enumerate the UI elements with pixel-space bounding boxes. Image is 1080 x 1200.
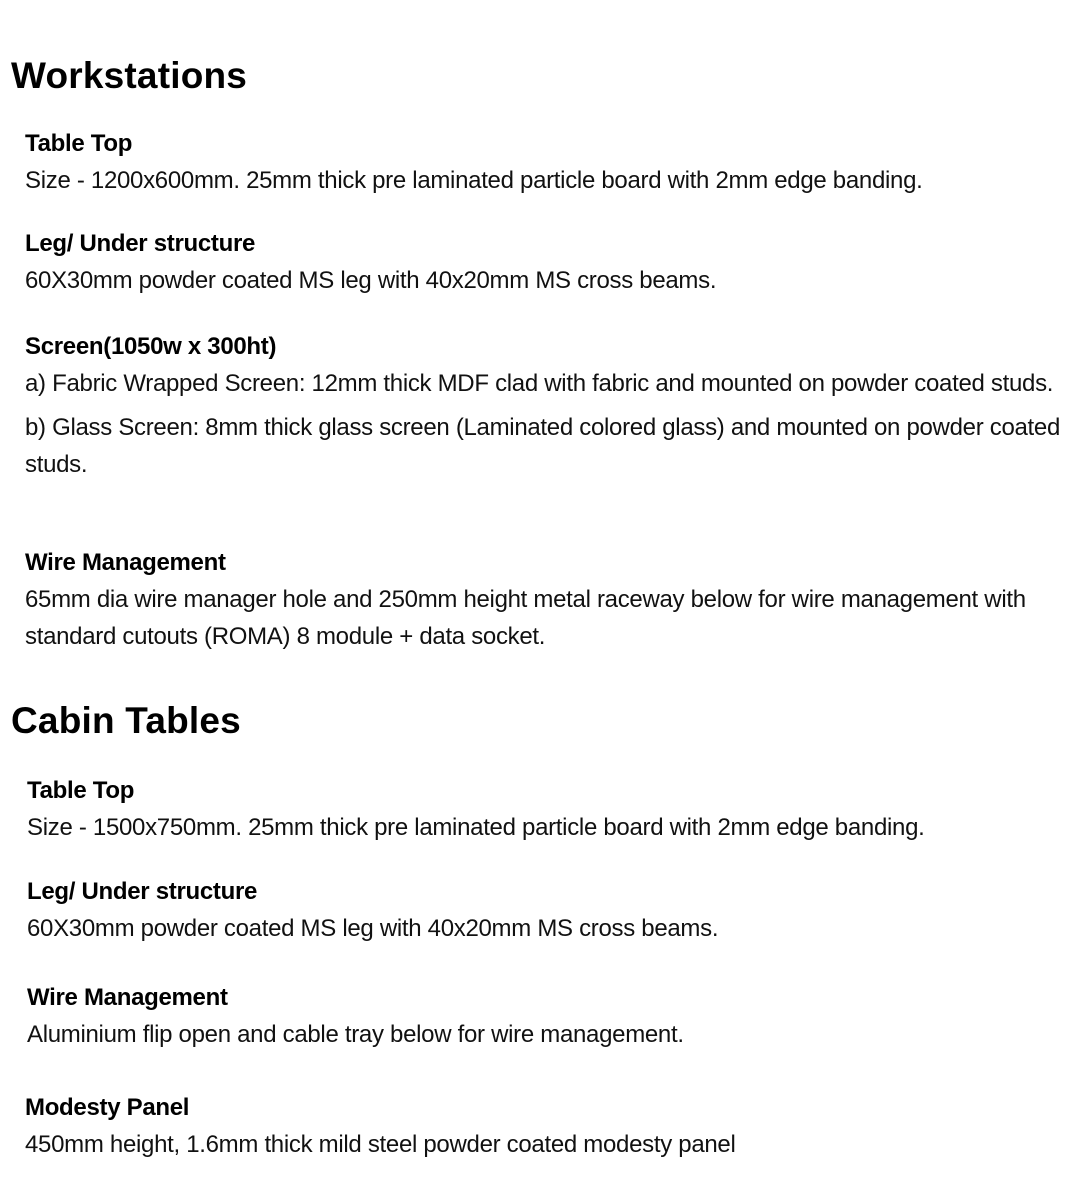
spec-item-wire-management [25, 545, 1065, 655]
spec-text: Aluminium flip open and cable tray below for wire management. [27, 1021, 684, 1048]
spec-item-leg-structure [25, 226, 1065, 299]
spec-text: 60X30mm powder coated MS leg with 40x20mm MS cross beams. [25, 267, 717, 294]
spec-text: Size - 1500x750mm. 25mm thick pre laminated particle board with 2mm edge banding. [27, 814, 925, 841]
spec-item-screen [25, 329, 1065, 483]
spec-text: 450mm height, 1.6mm thick mild steel powder coated modesty panel [25, 1131, 736, 1158]
section-title: Cabin Tables [11, 700, 241, 741]
spec-heading: Modesty Panel [25, 1094, 190, 1121]
spec-heading: Table Top [25, 130, 133, 157]
spec-heading: Screen(1050w x 300ht) [25, 333, 277, 360]
spec-text-glass-screen: b) Glass Screen: 8mm thick glass screen (Laminated colored glass) and mounted on powder coated studs. [25, 414, 1061, 478]
spec-text: Size - 1200x600mm. 25mm thick pre laminated particle board with 2mm edge banding. [25, 167, 923, 194]
spec-item-modesty-panel [25, 1090, 1065, 1163]
spec-text: 65mm dia wire manager hole and 250mm height metal raceway below for wire management with standard cutouts (ROMA) 8 module + data socket. [25, 586, 1026, 650]
spec-item-table-top [27, 773, 1067, 846]
spec-heading: Leg/ Under structure [25, 230, 256, 257]
spec-item-leg-structure [27, 874, 1067, 947]
spec-heading: Table Top [27, 777, 135, 804]
spec-text: 60X30mm powder coated MS leg with 40x20mm MS cross beams. [27, 915, 719, 942]
spec-item-wire-management [27, 980, 1067, 1053]
section-title: Workstations [11, 55, 248, 96]
spec-item-table-top [25, 126, 1065, 199]
spec-heading: Wire Management [25, 549, 226, 576]
spec-text-fabric-screen: a) Fabric Wrapped Screen: 12mm thick MDF clad with fabric and mounted on powder coated studs. [25, 370, 1054, 397]
spec-heading: Leg/ Under structure [27, 878, 258, 905]
spec-heading: Wire Management [27, 984, 228, 1011]
